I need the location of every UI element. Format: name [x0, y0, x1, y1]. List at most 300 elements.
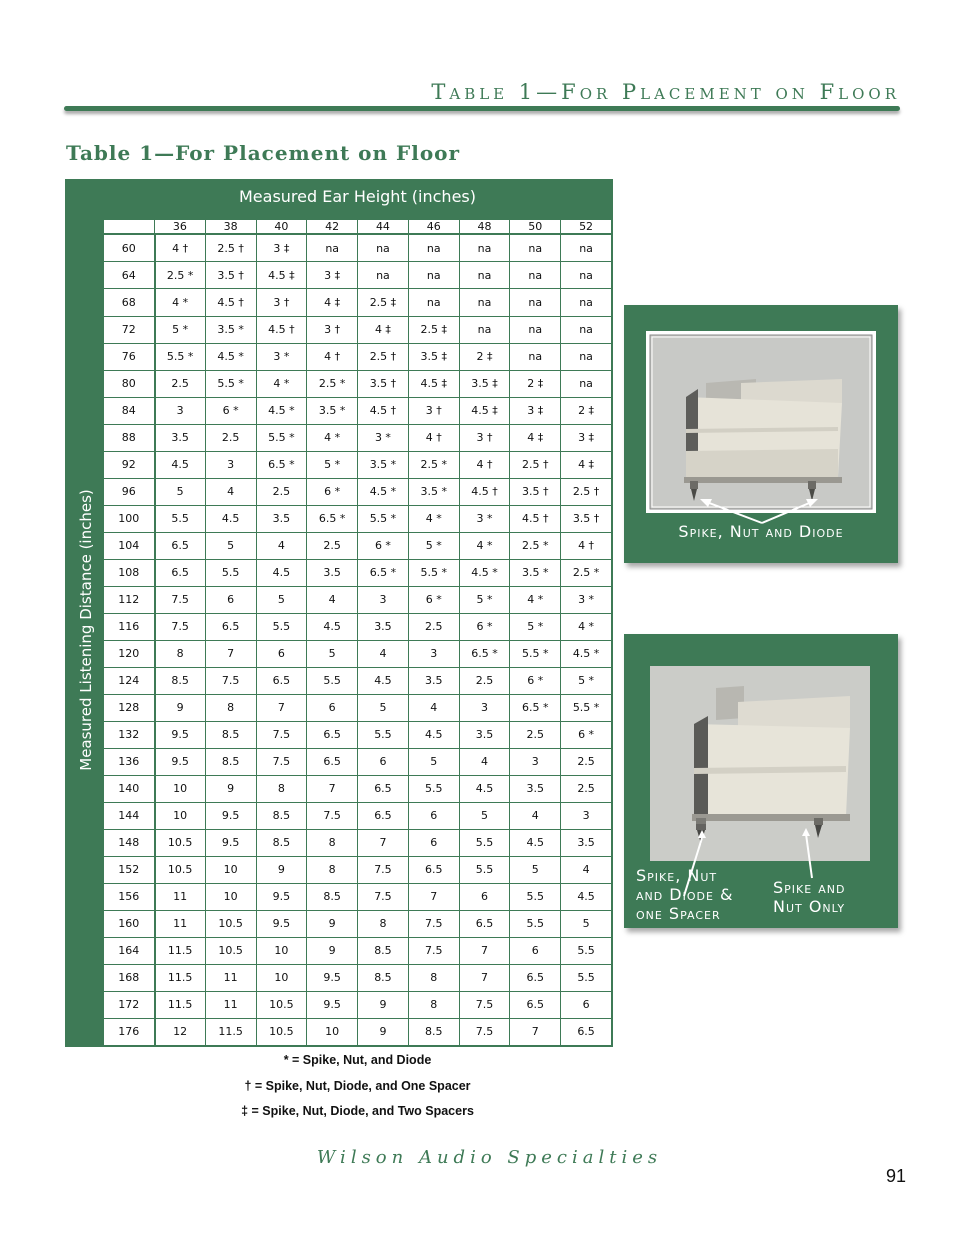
- table-cell: 3 ‡: [256, 234, 307, 262]
- table-cell: 7: [205, 640, 256, 667]
- table-cell: 2 ‡: [459, 343, 510, 370]
- table-cell: 2.5: [307, 532, 358, 559]
- table-row: [104, 559, 612, 586]
- table-cell: 3: [408, 640, 459, 667]
- page-title: Table 1—For Placement on Floor: [66, 141, 461, 165]
- table-row: [104, 775, 612, 802]
- table-cell: 2 ‡: [510, 370, 561, 397]
- running-header: Table 1—For Placement on Floor: [431, 80, 900, 104]
- table-cell: 4: [561, 856, 612, 883]
- table-cell: 6.5: [358, 802, 409, 829]
- table-row: [104, 802, 612, 829]
- table-cell: na: [561, 370, 612, 397]
- table-cell: 3.5: [408, 667, 459, 694]
- table-cell: 9.5: [205, 802, 256, 829]
- table-cell: 6.5 *: [510, 694, 561, 721]
- photo-card-spacer-and-nut: [624, 634, 898, 928]
- ear-height-header-cell: 50: [510, 220, 561, 235]
- table-cell: 4.5 ‡: [408, 370, 459, 397]
- table-cell: 7: [358, 829, 409, 856]
- table-cell: 4 ‡: [561, 451, 612, 478]
- table-cell: 4.5 †: [256, 316, 307, 343]
- listening-distance-cell: 164: [104, 937, 155, 964]
- table-cell: 4 †: [307, 343, 358, 370]
- table-cell: 2.5: [561, 775, 612, 802]
- table-cell: 5.5: [256, 613, 307, 640]
- table-cell: 6.5: [510, 991, 561, 1018]
- table-cell: 5 *: [408, 532, 459, 559]
- table-cell: 10: [256, 937, 307, 964]
- table-cell: 4.5 †: [205, 289, 256, 316]
- legend-spike-nut-diode: * = Spike, Nut, and Diode: [283, 1053, 432, 1067]
- table-cell: 4: [408, 694, 459, 721]
- table-cell: 5.5 *: [358, 505, 409, 532]
- table-cell: na: [510, 343, 561, 370]
- table-cell: 9.5: [256, 910, 307, 937]
- table-cell: 6.5: [459, 910, 510, 937]
- table-cell: 8: [307, 829, 358, 856]
- table-cell: 9: [307, 910, 358, 937]
- table-cell: 7.5: [205, 667, 256, 694]
- listening-distance-cell: 76: [104, 343, 155, 370]
- table-row: [104, 478, 612, 505]
- table-cell: 4.5 ‡: [459, 397, 510, 424]
- table-cell: 5.5: [358, 721, 409, 748]
- table-cell: 4.5: [459, 775, 510, 802]
- table-cell: 10: [155, 802, 206, 829]
- table-cell: 5 *: [307, 451, 358, 478]
- table-cell: 4 †: [459, 451, 510, 478]
- table-cell: 6.5: [256, 667, 307, 694]
- table-cell: 6.5 *: [459, 640, 510, 667]
- table-cell: na: [510, 289, 561, 316]
- table-cell: 5.5 *: [155, 343, 206, 370]
- listening-distance-cell: 136: [104, 748, 155, 775]
- table-cell: 11.5: [155, 937, 206, 964]
- table-cell: 2.5 *: [307, 370, 358, 397]
- listening-distance-cell: 116: [104, 613, 155, 640]
- table-cell: 9.5: [155, 748, 206, 775]
- table-cell: 4.5 †: [459, 478, 510, 505]
- listening-distance-cell: 100: [104, 505, 155, 532]
- card-caption-spike-nut-diode-one-spacer: [636, 866, 734, 923]
- listening-distance-cell: 80: [104, 370, 155, 397]
- table-cell: 11: [205, 964, 256, 991]
- table-cell: 7: [459, 937, 510, 964]
- table-row: [104, 424, 612, 451]
- listening-distance-cell: 124: [104, 667, 155, 694]
- table-cell: 5: [408, 748, 459, 775]
- table-cell: na: [510, 234, 561, 262]
- table-row: [104, 451, 612, 478]
- table-cell: 6.5: [155, 559, 206, 586]
- table-cell: 3 ‡: [561, 424, 612, 451]
- table-cell: na: [459, 289, 510, 316]
- table-cell: 11.5: [155, 964, 206, 991]
- table-cell: 10: [205, 856, 256, 883]
- table-cell: 2.5: [205, 424, 256, 451]
- table-cell: 8: [358, 910, 409, 937]
- table-cell: 5: [307, 640, 358, 667]
- table-cell: 3 †: [408, 397, 459, 424]
- table-cell: 4.5: [358, 667, 409, 694]
- table-cell: 4.5 ‡: [256, 262, 307, 289]
- table-cell: 8.5: [155, 667, 206, 694]
- table-cell: 9: [358, 991, 409, 1018]
- table-cell: 9.5: [307, 964, 358, 991]
- table-cell: 7.5: [408, 937, 459, 964]
- ear-height-header-cell: 52: [561, 220, 612, 235]
- table-row: [104, 991, 612, 1018]
- caption-line: one Spacer: [636, 904, 721, 923]
- table-row: [104, 1018, 612, 1045]
- listening-distance-cell: 156: [104, 883, 155, 910]
- listening-distance-cell: 152: [104, 856, 155, 883]
- table-cell: 4 †: [155, 234, 206, 262]
- table-cell: 2.5: [256, 478, 307, 505]
- table-cell: 8.5: [205, 721, 256, 748]
- table-cell: 4 *: [408, 505, 459, 532]
- table-row: [104, 532, 612, 559]
- table-cell: 5: [510, 856, 561, 883]
- table-cell: 2.5 *: [155, 262, 206, 289]
- table-cell: 3 ‡: [510, 397, 561, 424]
- table-cell: 11.5: [205, 1018, 256, 1045]
- table-cell: 7.5: [358, 856, 409, 883]
- ear-height-header-cell: 42: [307, 220, 358, 235]
- table-cell: 3 †: [256, 289, 307, 316]
- table-cell: 5: [561, 910, 612, 937]
- table-cell: 8: [408, 964, 459, 991]
- table-cell: 5.5: [205, 559, 256, 586]
- table-cell: 3.5 †: [358, 370, 409, 397]
- table-cell: 4.5: [307, 613, 358, 640]
- table-cell: 4 *: [510, 586, 561, 613]
- table-cell: 6.5: [155, 532, 206, 559]
- table-cell: 5.5: [307, 667, 358, 694]
- table-cell: 3 *: [256, 343, 307, 370]
- table-cell: 9.5: [155, 721, 206, 748]
- table-cell: 7: [307, 775, 358, 802]
- table-cell: na: [561, 234, 612, 262]
- ear-height-header-cell: 38: [205, 220, 256, 235]
- table-cell: 11: [155, 883, 206, 910]
- table-cell: 7.5: [358, 883, 409, 910]
- table-cell: 6.5: [561, 1018, 612, 1045]
- ear-height-header-cell: 36: [155, 220, 206, 235]
- table-cell: 3.5 *: [205, 316, 256, 343]
- table-cell: 8.5: [307, 883, 358, 910]
- table-cell: 3.5 †: [510, 478, 561, 505]
- table-cell: 3.5 *: [408, 478, 459, 505]
- table-cell: 6: [358, 748, 409, 775]
- table-cell: 8: [307, 856, 358, 883]
- column-axis-title: Measured Ear Height (inches): [239, 187, 476, 206]
- ear-height-header-cell: 44: [358, 220, 409, 235]
- table-cell: 6 *: [205, 397, 256, 424]
- listening-distance-cell: 64: [104, 262, 155, 289]
- ear-height-header-row: [104, 220, 612, 235]
- table-cell: 7.5: [459, 1018, 510, 1045]
- table-cell: 2 ‡: [561, 397, 612, 424]
- table-cell: 5.5: [408, 775, 459, 802]
- table-cell: 3.5: [358, 613, 409, 640]
- table-cell: na: [408, 289, 459, 316]
- table-cell: 10.5: [155, 829, 206, 856]
- table-cell: 4 *: [256, 370, 307, 397]
- table-cell: 5: [256, 586, 307, 613]
- caption-line: Nut Only: [773, 897, 846, 916]
- table-cell: 4.5 *: [561, 640, 612, 667]
- table-cell: 8.5: [408, 1018, 459, 1045]
- footer-brand: Wilson Audio Specialties: [316, 1147, 663, 1168]
- table-cell: 2.5: [408, 613, 459, 640]
- listening-distance-cell: 96: [104, 478, 155, 505]
- table-row: [104, 397, 612, 424]
- table-cell: 9.5: [307, 991, 358, 1018]
- table-row: [104, 343, 612, 370]
- table-cell: 7.5: [307, 802, 358, 829]
- table-cell: 7.5: [155, 613, 206, 640]
- table-row: [104, 883, 612, 910]
- table-cell: 6 *: [459, 613, 510, 640]
- table-cell: 2.5 ‡: [358, 289, 409, 316]
- table-row: [104, 748, 612, 775]
- table-cell: 10: [205, 883, 256, 910]
- table-cell: 7: [459, 964, 510, 991]
- ear-height-header-cell: 46: [408, 220, 459, 235]
- table-cell: 10.5: [205, 937, 256, 964]
- table-cell: 8.5: [256, 802, 307, 829]
- table-row: [104, 910, 612, 937]
- table-row: [104, 667, 612, 694]
- table-cell: 10: [307, 1018, 358, 1045]
- table-cell: 2.5 †: [358, 343, 409, 370]
- table-cell: 5.5: [155, 505, 206, 532]
- table-cell: 4.5 *: [459, 559, 510, 586]
- header-rule: [64, 106, 900, 111]
- table-cell: 6.5 *: [358, 559, 409, 586]
- table-cell: 6.5: [205, 613, 256, 640]
- table-cell: 6: [510, 937, 561, 964]
- table-row: [104, 829, 612, 856]
- table-cell: 6.5: [307, 748, 358, 775]
- table-cell: 5 *: [155, 316, 206, 343]
- listening-distance-cell: 140: [104, 775, 155, 802]
- table-cell: 6: [408, 802, 459, 829]
- table-cell: 3.5 †: [561, 505, 612, 532]
- table-cell: 4: [358, 640, 409, 667]
- table-cell: 6 *: [358, 532, 409, 559]
- table-cell: 8: [256, 775, 307, 802]
- table-cell: 3.5 *: [510, 559, 561, 586]
- table-cell: 2.5 *: [561, 559, 612, 586]
- table-row: [104, 721, 612, 748]
- listening-distance-cell: 84: [104, 397, 155, 424]
- table-cell: 4: [256, 532, 307, 559]
- caption-line: Spike, Nut: [636, 866, 718, 885]
- table-cell: 4.5: [155, 451, 206, 478]
- table-cell: 4 *: [307, 424, 358, 451]
- listening-distance-cell: 128: [104, 694, 155, 721]
- table-cell: 5: [155, 478, 206, 505]
- table-cell: 9: [307, 937, 358, 964]
- table-cell: 10: [256, 964, 307, 991]
- table-cell: 2.5 †: [510, 451, 561, 478]
- table-cell: 4.5: [205, 505, 256, 532]
- table-cell: 4: [307, 586, 358, 613]
- row-axis-title: Measured Listening Distance (inches): [77, 489, 95, 771]
- table-cell: 3.5 *: [358, 451, 409, 478]
- table-cell: 6 *: [307, 478, 358, 505]
- listening-distance-cell: 72: [104, 316, 155, 343]
- table-cell: 3.5: [256, 505, 307, 532]
- table-cell: 2.5 †: [561, 478, 612, 505]
- table-row: [104, 262, 612, 289]
- table-cell: 5 *: [561, 667, 612, 694]
- table-cell: 3 ‡: [307, 262, 358, 289]
- table-cell: 10.5: [256, 991, 307, 1018]
- table-cell: 9.5: [205, 829, 256, 856]
- listening-distance-cell: 68: [104, 289, 155, 316]
- corner-cell: [104, 220, 155, 235]
- table-cell: 4.5: [561, 883, 612, 910]
- listening-distance-cell: 112: [104, 586, 155, 613]
- table-row: [104, 694, 612, 721]
- table-cell: 4: [510, 802, 561, 829]
- table-cell: 5 *: [510, 613, 561, 640]
- table-cell: 8.5: [358, 964, 409, 991]
- table-cell: 7.5: [459, 991, 510, 1018]
- table-cell: 4 *: [155, 289, 206, 316]
- table-cell: 3 *: [459, 505, 510, 532]
- table-cell: 9: [155, 694, 206, 721]
- table-cell: 4.5 *: [358, 478, 409, 505]
- listening-distance-cell: 168: [104, 964, 155, 991]
- table-cell: 2.5 *: [510, 532, 561, 559]
- table-cell: na: [459, 234, 510, 262]
- table-cell: 10: [155, 775, 206, 802]
- table-cell: 9.5: [256, 883, 307, 910]
- table-cell: 9: [256, 856, 307, 883]
- table-cell: 6.5: [408, 856, 459, 883]
- table-cell: 11: [205, 991, 256, 1018]
- table-row: [104, 964, 612, 991]
- table-cell: 6 *: [510, 667, 561, 694]
- table-cell: 3 *: [561, 586, 612, 613]
- table-cell: na: [408, 234, 459, 262]
- table-cell: 5.5: [510, 910, 561, 937]
- table-row: [104, 316, 612, 343]
- table-cell: 6: [256, 640, 307, 667]
- table-cell: 11.5: [155, 991, 206, 1018]
- table-cell: na: [408, 262, 459, 289]
- table-cell: 6: [307, 694, 358, 721]
- table-cell: 10.5: [205, 910, 256, 937]
- listening-distance-cell: 60: [104, 234, 155, 262]
- table-cell: na: [561, 316, 612, 343]
- table-cell: 8.5: [205, 748, 256, 775]
- legend-one-spacer: † = Spike, Nut, Diode, and One Spacer: [244, 1079, 471, 1093]
- table-cell: 4 †: [408, 424, 459, 451]
- table-cell: 3: [205, 451, 256, 478]
- listening-distance-cell: 176: [104, 1018, 155, 1045]
- table-cell: 3.5: [459, 721, 510, 748]
- ear-height-header-cell: 40: [256, 220, 307, 235]
- ear-height-header-cell: 48: [459, 220, 510, 235]
- table-cell: 5: [459, 802, 510, 829]
- table-cell: 4.5 †: [510, 505, 561, 532]
- legend-two-spacers: ‡ = Spike, Nut, Diode, and Two Spacers: [241, 1104, 474, 1118]
- table-cell: 8: [155, 640, 206, 667]
- table-cell: 5: [205, 532, 256, 559]
- table-cell: na: [561, 289, 612, 316]
- table-cell: 2.5: [459, 667, 510, 694]
- table-cell: 8.5: [358, 937, 409, 964]
- table-cell: 7: [256, 694, 307, 721]
- table-cell: 9: [358, 1018, 409, 1045]
- table-cell: 3.5 ‡: [408, 343, 459, 370]
- table-cell: 2.5 †: [205, 234, 256, 262]
- table-cell: 3: [561, 802, 612, 829]
- table-cell: 3: [459, 694, 510, 721]
- listening-distance-cell: 104: [104, 532, 155, 559]
- table-cell: 6: [408, 829, 459, 856]
- listening-distance-cell: 144: [104, 802, 155, 829]
- table-row: [104, 640, 612, 667]
- table-cell: 2.5: [510, 721, 561, 748]
- table-cell: 8: [205, 694, 256, 721]
- table-cell: na: [510, 262, 561, 289]
- table-cell: 4 ‡: [307, 289, 358, 316]
- table-cell: 7.5: [408, 910, 459, 937]
- table-cell: 8: [408, 991, 459, 1018]
- table-cell: 7.5: [256, 721, 307, 748]
- table-cell: 5: [358, 694, 409, 721]
- table-row: [104, 937, 612, 964]
- table-cell: 3: [358, 586, 409, 613]
- table-row: [104, 370, 612, 397]
- table-cell: 3 *: [358, 424, 409, 451]
- table-cell: 5.5 *: [256, 424, 307, 451]
- table-cell: 3.5: [561, 829, 612, 856]
- table-cell: 12: [155, 1018, 206, 1045]
- table-cell: 3: [155, 397, 206, 424]
- table-cell: na: [459, 316, 510, 343]
- table-cell: 3.5 †: [205, 262, 256, 289]
- table-cell: 5.5: [510, 883, 561, 910]
- table-cell: na: [510, 316, 561, 343]
- listening-distance-cell: 88: [104, 424, 155, 451]
- table-cell: na: [561, 262, 612, 289]
- table-cell: na: [358, 234, 409, 262]
- table-row: [104, 505, 612, 532]
- table-cell: 5.5: [459, 829, 510, 856]
- table-cell: 6.5 *: [307, 505, 358, 532]
- table-cell: 3.5 ‡: [459, 370, 510, 397]
- table-cell: 4 †: [561, 532, 612, 559]
- table-row: [104, 613, 612, 640]
- table-cell: 4.5: [256, 559, 307, 586]
- table-cell: na: [307, 234, 358, 262]
- table-cell: 11: [155, 910, 206, 937]
- table-cell: 9: [205, 775, 256, 802]
- table-body: [104, 234, 612, 1046]
- table-row: [104, 856, 612, 883]
- table-cell: 3 †: [459, 424, 510, 451]
- table-cell: 5.5: [459, 856, 510, 883]
- listening-distance-cell: 148: [104, 829, 155, 856]
